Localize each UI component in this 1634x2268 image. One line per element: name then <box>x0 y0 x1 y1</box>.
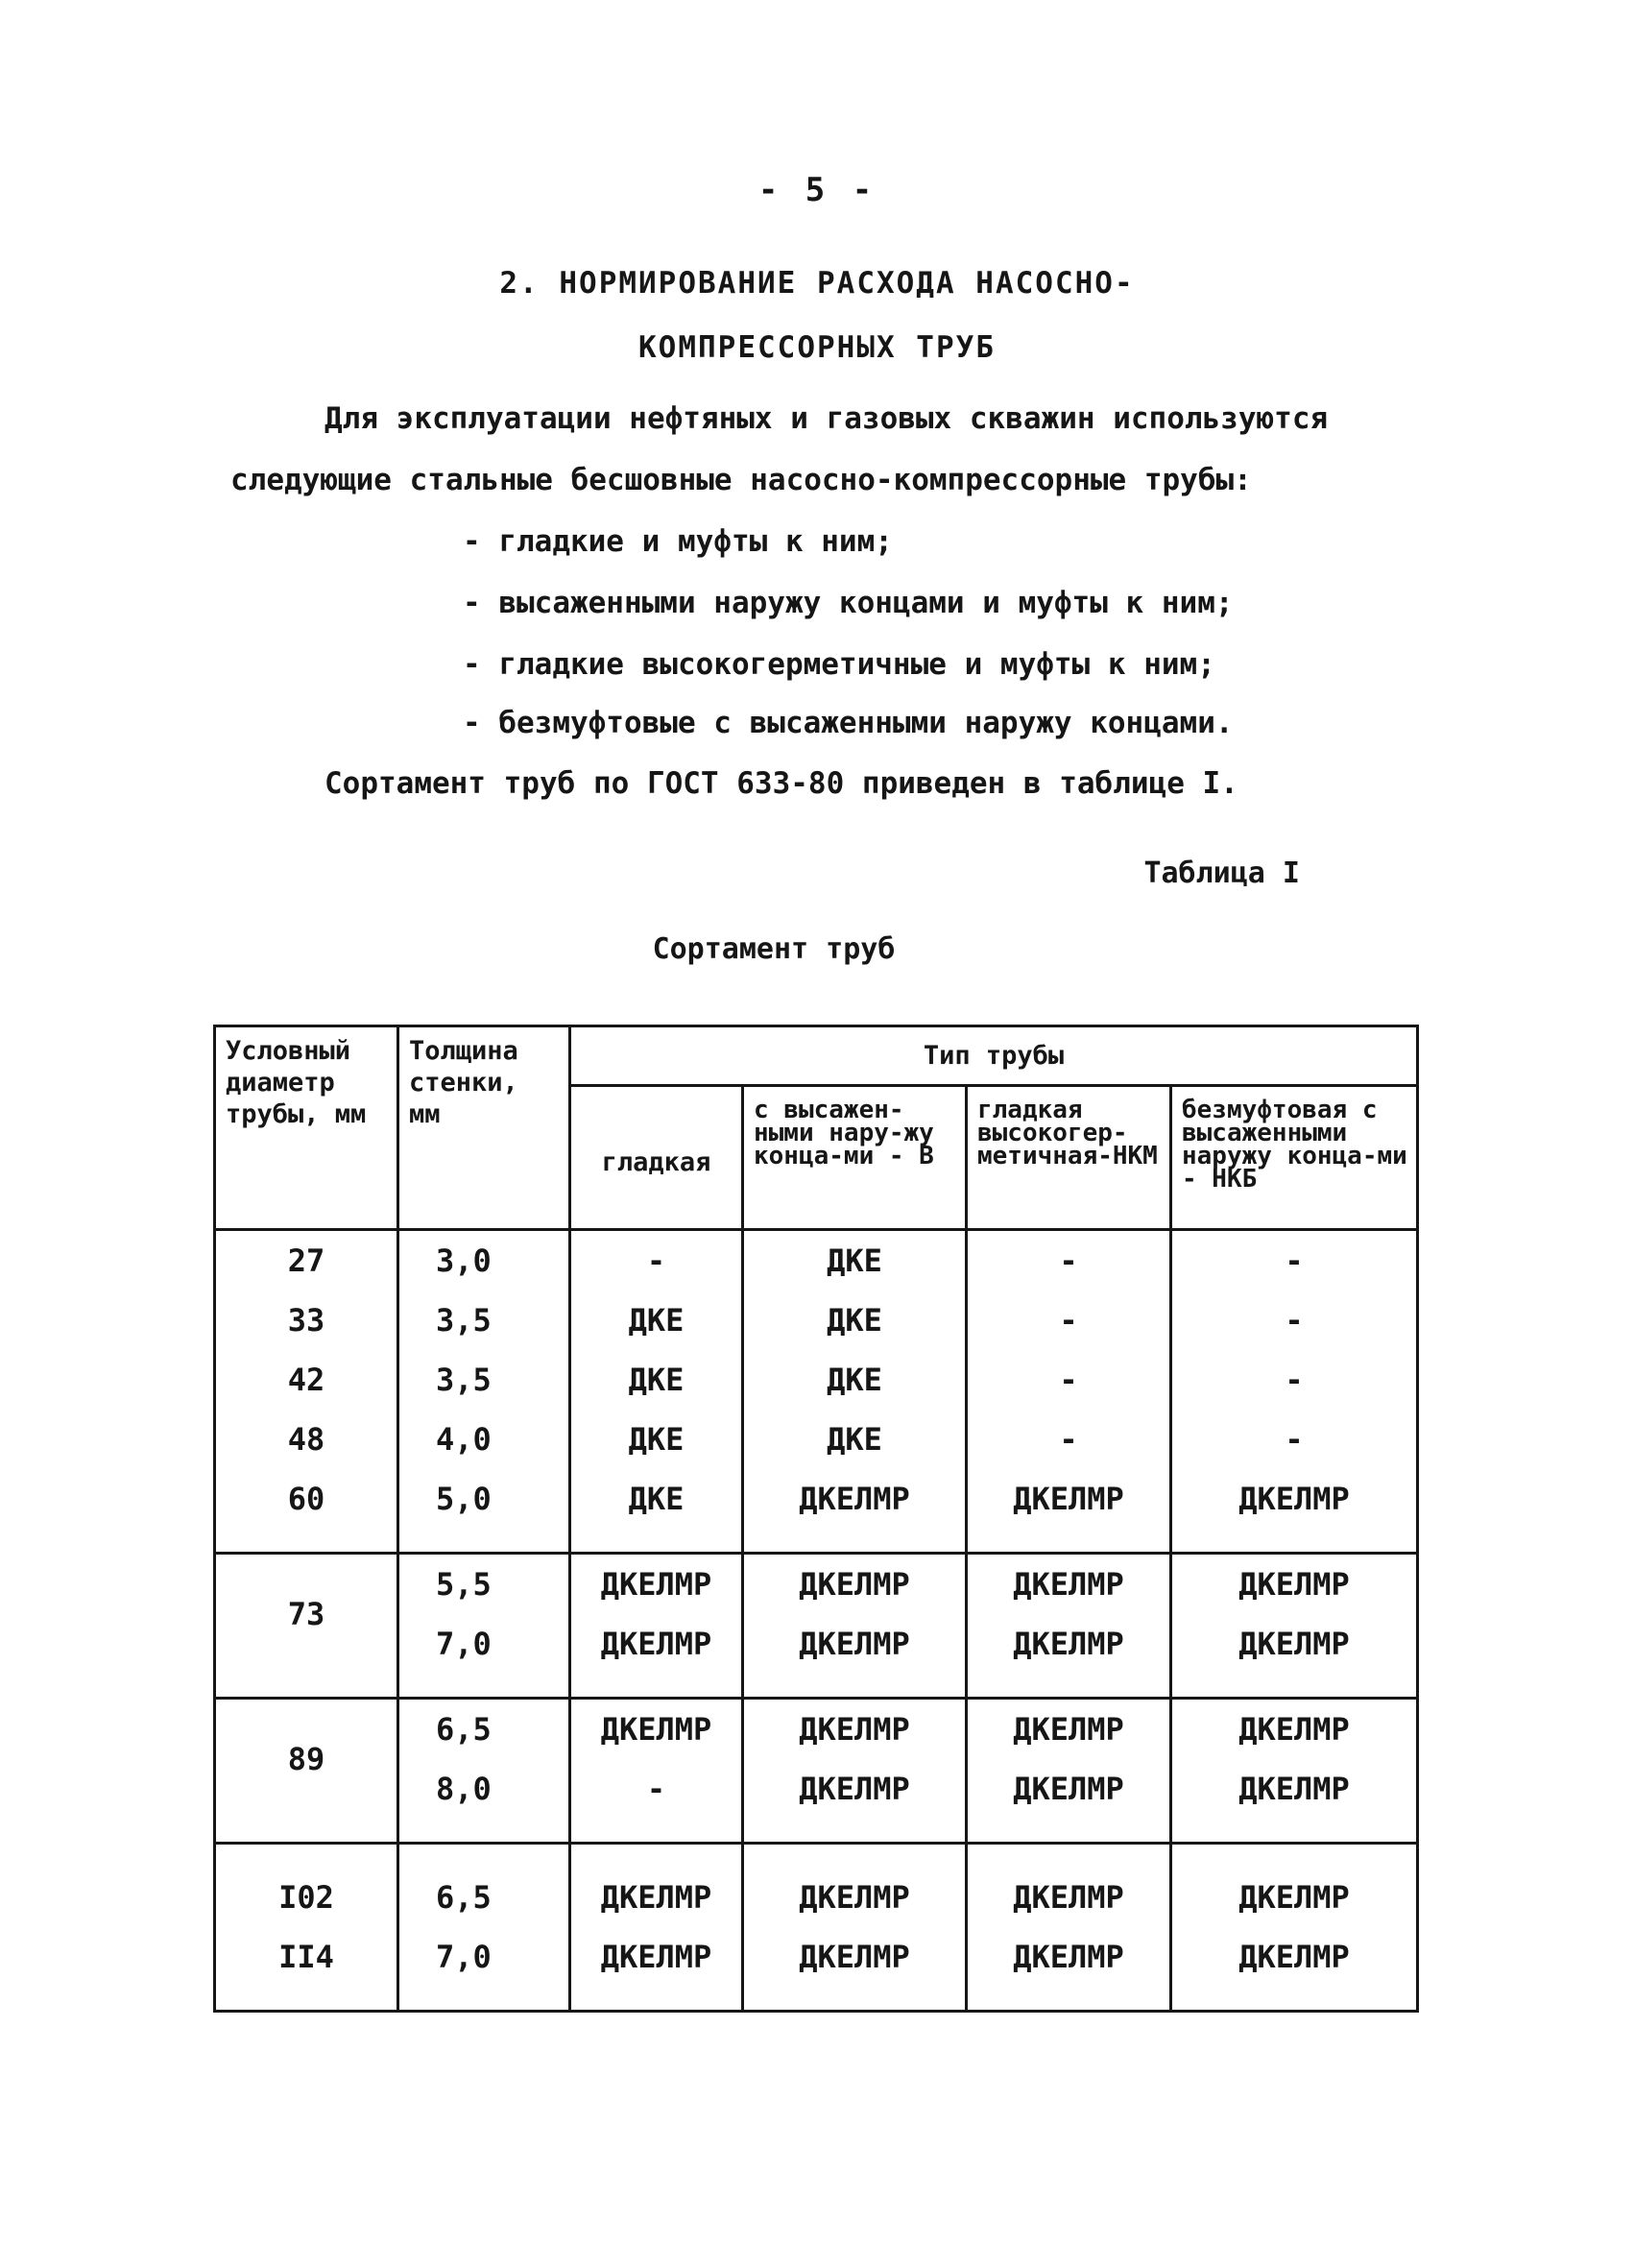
cell-upset: ДКЕ <box>743 1291 967 1350</box>
cell-diameter: 33 <box>215 1291 398 1350</box>
cell-couplingless: ДКЕЛМР <box>1171 1614 1418 1674</box>
table-spacer <box>215 1819 1418 1844</box>
table-row <box>215 1699 1418 1760</box>
cell-smooth: ДКЕЛМР <box>570 1868 743 1927</box>
cell-upset: ДКЕЛМР <box>743 1868 967 1927</box>
cell-wall: 5,5 <box>398 1554 570 1615</box>
cell-couplingless: ДКЕЛМР <box>1171 1699 1418 1760</box>
header-smooth-hermetic: гладкая высокогер-метичная-НКМ <box>967 1086 1171 1230</box>
cell-diameter: 42 <box>215 1350 398 1410</box>
cell-wall: 3,0 <box>398 1230 570 1291</box>
cell-upset: ДКЕЛМР <box>743 1469 967 1529</box>
header-wall: Толщина стенки, мм <box>398 1026 570 1230</box>
cell-couplingless: ДКЕЛМР <box>1171 1759 1418 1819</box>
header-couplingless: безмуфтовая с высаженными наружу конца-ми - НКБ <box>1171 1086 1418 1230</box>
cell-wall: 3,5 <box>398 1291 570 1350</box>
header-diameter: Условный диаметр трубы, мм <box>215 1026 398 1230</box>
table-label: Таблица I <box>1143 857 1300 890</box>
cell-wall: 4,0 <box>398 1410 570 1469</box>
table-spacer <box>215 1844 1418 1869</box>
cell-upset: ДКЕ <box>743 1410 967 1469</box>
header-upset: с высажен-ными нару-жу конца-ми - В <box>743 1086 967 1230</box>
cell-hermetic: ДКЕЛМР <box>967 1614 1171 1674</box>
cell-smooth: - <box>570 1759 743 1819</box>
intro-line2: следующие стальные бесшовные насосно-компрессорные трубы: <box>230 463 1252 497</box>
cell-smooth: ДКЕЛМР <box>570 1699 743 1760</box>
cell-hermetic: ДКЕЛМР <box>967 1554 1171 1615</box>
cell-couplingless: ДКЕЛМР <box>1171 1554 1418 1615</box>
table-row <box>215 1554 1418 1615</box>
cell-diameter: 27 <box>215 1230 398 1291</box>
page-number: - 5 - <box>757 171 877 209</box>
table-row <box>215 1868 1418 1927</box>
cell-wall: 8,0 <box>398 1759 570 1819</box>
cell-hermetic: ДКЕЛМР <box>967 1927 1171 1987</box>
cell-couplingless: - <box>1171 1230 1418 1291</box>
cell-diameter: 48 <box>215 1410 398 1469</box>
header-smooth: гладкая <box>570 1086 743 1230</box>
table-row <box>215 1469 1418 1529</box>
cell-diameter: 89 <box>215 1699 398 1820</box>
table-spacer <box>215 1529 1418 1554</box>
cell-hermetic: - <box>967 1230 1171 1291</box>
cell-diameter: I02 <box>215 1868 398 1927</box>
cell-couplingless: ДКЕЛМР <box>1171 1469 1418 1529</box>
pipe-sortament-table <box>213 1025 1419 2013</box>
cell-couplingless: - <box>1171 1291 1418 1350</box>
cell-wall: 5,0 <box>398 1469 570 1529</box>
cell-couplingless: - <box>1171 1410 1418 1469</box>
cell-upset: ДКЕ <box>743 1350 967 1410</box>
cell-hermetic: ДКЕЛМР <box>967 1699 1171 1760</box>
cell-smooth: ДКЕ <box>570 1410 743 1469</box>
cell-hermetic: ДКЕЛМР <box>967 1868 1171 1927</box>
cell-diameter: 73 <box>215 1554 398 1675</box>
cell-wall: 6,5 <box>398 1868 570 1927</box>
cell-smooth: ДКЕ <box>570 1469 743 1529</box>
table-spacer <box>215 1674 1418 1699</box>
cell-smooth: ДКЕЛМР <box>570 1614 743 1674</box>
cell-diameter: II4 <box>215 1927 398 1987</box>
cell-smooth: ДКЕ <box>570 1291 743 1350</box>
cell-smooth: ДКЕЛМР <box>570 1554 743 1615</box>
cell-smooth: - <box>570 1230 743 1291</box>
cell-upset: ДКЕЛМР <box>743 1759 967 1819</box>
cell-upset: ДКЕЛМР <box>743 1699 967 1760</box>
list-item: - гладкие и муфты к ним; <box>463 524 893 559</box>
table-row <box>215 1927 1418 1987</box>
cell-hermetic: ДКЕЛМР <box>967 1469 1171 1529</box>
list-item: - высаженными наружу концами и муфты к ним; <box>463 586 1234 620</box>
sortament-note: Сортамент труб по ГОСТ 633-80 приведен в таблице I. <box>324 766 1238 801</box>
cell-upset: ДКЕЛМР <box>743 1927 967 1987</box>
list-item: - гладкие высокогерметичные и муфты к ним; <box>463 647 1215 682</box>
table-row <box>215 1350 1418 1410</box>
table-spacer <box>215 1987 1418 2012</box>
cell-wall: 7,0 <box>398 1927 570 1987</box>
table-row <box>215 1230 1418 1291</box>
section-heading-line2: КОМПРЕССОРНЫХ ТРУБ <box>638 330 996 365</box>
cell-hermetic: - <box>967 1350 1171 1410</box>
cell-wall: 6,5 <box>398 1699 570 1760</box>
cell-hermetic: - <box>967 1291 1171 1350</box>
list-item: - безмуфтовые с высаженными наружу концами. <box>463 706 1234 740</box>
cell-couplingless: ДКЕЛМР <box>1171 1868 1418 1927</box>
section-heading-line1: 2. НОРМИРОВАНИЕ РАСХОДА НАСОСНО- <box>499 266 1135 301</box>
cell-smooth: ДКЕ <box>570 1350 743 1410</box>
cell-couplingless: - <box>1171 1350 1418 1410</box>
cell-hermetic: ДКЕЛМР <box>967 1759 1171 1819</box>
cell-wall: 3,5 <box>398 1350 570 1410</box>
cell-upset: ДКЕЛМР <box>743 1554 967 1615</box>
cell-smooth: ДКЕЛМР <box>570 1927 743 1987</box>
table-caption: Сортамент труб <box>652 932 896 966</box>
cell-wall: 7,0 <box>398 1614 570 1674</box>
intro-line1: Для эксплуатации нефтяных и газовых скважин используются <box>324 401 1329 436</box>
table-row <box>215 1291 1418 1350</box>
cell-hermetic: - <box>967 1410 1171 1469</box>
table-row <box>215 1410 1418 1469</box>
cell-diameter: 60 <box>215 1469 398 1529</box>
cell-couplingless: ДКЕЛМР <box>1171 1927 1418 1987</box>
cell-upset: ДКЕЛМР <box>743 1614 967 1674</box>
cell-upset: ДКЕ <box>743 1230 967 1291</box>
header-pipe-type: Тип трубы <box>570 1026 1418 1086</box>
